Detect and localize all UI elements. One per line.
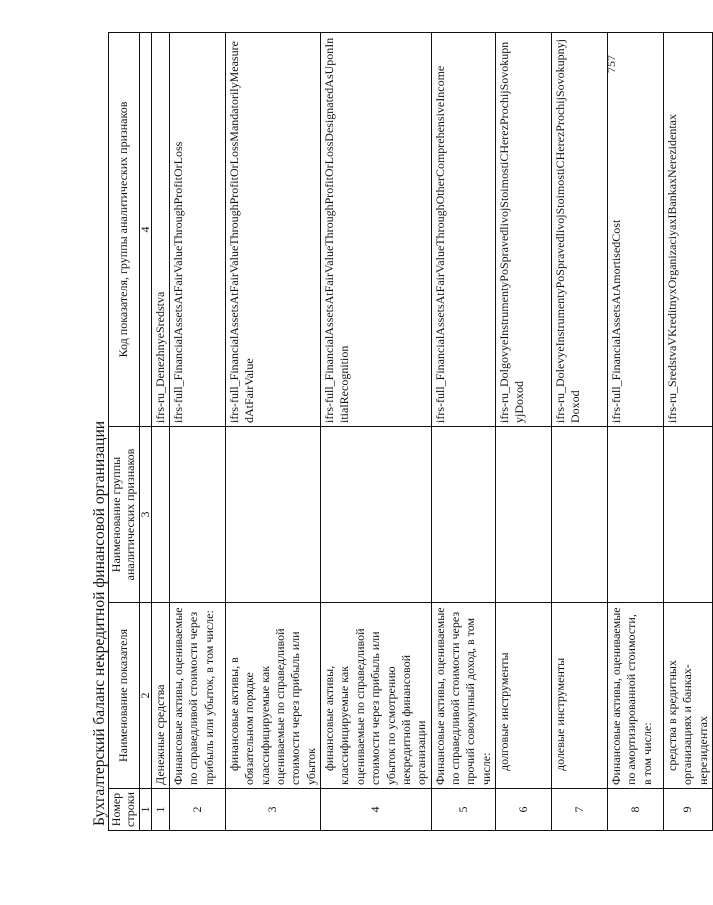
indicator-name: средства в кредитных организациях и банках-нерезидентах — [664, 603, 713, 789]
indicator-name: Денежные средства — [151, 603, 169, 789]
balance-table — [108, 32, 713, 831]
indicator-code: ifrs-ru_DolevyeInstrumentyPoSpravedlivojStoimostiCHerezProchijSovokupnyjDoxod — [552, 33, 608, 427]
column-number: 2 — [139, 603, 151, 789]
group-name — [664, 427, 713, 603]
group-name — [608, 427, 664, 603]
indicator-code: ifrs-full_FinancialAssetsAtFairValueThroughProfitOrLossDesignatedAsUponInitialRecognition — [321, 33, 432, 427]
row-number: 7 — [552, 789, 608, 831]
group-name — [225, 427, 320, 603]
row-number: 8 — [608, 789, 664, 831]
header-group-name: Наименование группы аналитических признаков — [109, 427, 140, 603]
column-number: 3 — [139, 427, 151, 603]
indicator-name: Финансовые активы, оцениваемые по справедливой стоимости через прочий совокупный доход, в том числе: — [431, 603, 495, 789]
row-number: 3 — [225, 789, 320, 831]
group-name — [496, 427, 552, 603]
row-number: 1 — [151, 789, 169, 831]
row-number: 5 — [431, 789, 495, 831]
row-number: 4 — [321, 789, 432, 831]
indicator-code: ifrs-full_FinancialAssetsAtFairValueThroughProfitOrLossMandatorilyMeasuredAtFairValue — [225, 33, 320, 427]
header-row-number: Номер строки — [109, 789, 140, 831]
header-row — [109, 33, 140, 831]
row-number: 9 — [664, 789, 713, 831]
header-indicator-name: Наименование показателя — [109, 603, 140, 789]
indicator-code: ifrs-full_FinancialAssetsAtAmortisedCost — [608, 33, 664, 427]
indicator-code: ifrs-full_FinancialAssetsAtFairValueThroughOtherComprehensiveIncome — [431, 33, 495, 427]
group-name — [431, 427, 495, 603]
indicator-name: долевые инструменты — [552, 603, 608, 789]
group-name — [552, 427, 608, 603]
table-row — [496, 33, 552, 831]
column-number: 4 — [139, 33, 151, 427]
table-row — [225, 33, 320, 831]
indicator-name: Финансовые активы, оцениваемые по справедливой стоимости через прибыль или убыток, в том числе: — [169, 603, 225, 789]
row-number: 2 — [169, 789, 225, 831]
table-row — [608, 33, 664, 831]
group-name — [321, 427, 432, 603]
row-number: 6 — [496, 789, 552, 831]
table-row — [552, 33, 608, 831]
indicator-name: финансовые активы, классифицируемые как оцениваемые по справедливой стоимости через прибыль или убыток по усмотрению некредитной финансовой организации — [321, 603, 432, 789]
document-title: Бухгалтерский баланс некредитной финансовой организации — [91, 420, 108, 826]
table-row — [151, 33, 169, 831]
header-code: Код показателя, группы аналитических признаков — [109, 33, 140, 427]
column-number-row — [139, 33, 151, 831]
indicator-code: ifrs-ru_DenezhnyeSredstva — [151, 33, 169, 427]
group-name — [169, 427, 225, 603]
indicator-name: долговые инструменты — [496, 603, 552, 789]
group-name — [151, 427, 169, 603]
table-row — [664, 33, 713, 831]
table-row — [431, 33, 495, 831]
table-row — [169, 33, 225, 831]
indicator-name: Финансовые активы, оцениваемые по амортизированной стоимости, в том числе: — [608, 603, 664, 789]
table-row — [321, 33, 432, 831]
indicator-code: ifrs-ru_SredstvaVKreditnyxOrganizaciyaxIBankaxNerezidentax — [664, 33, 713, 427]
column-number: 1 — [139, 789, 151, 831]
indicator-name: финансовые активы, в обязательном порядке классифицируемые как оцениваемые по справедливой стоимости через прибыль или убыток — [225, 603, 320, 789]
indicator-code: ifrs-full_FinancialAssetsAtFairValueThroughProfitOrLoss — [169, 33, 225, 427]
page-number: 757 — [604, 55, 618, 73]
indicator-code: ifrs-ru_DolgovyeInstrumentyPoSpravedlivojStoimostiCHerezProchijSovokupnyjDoxod — [496, 33, 552, 427]
